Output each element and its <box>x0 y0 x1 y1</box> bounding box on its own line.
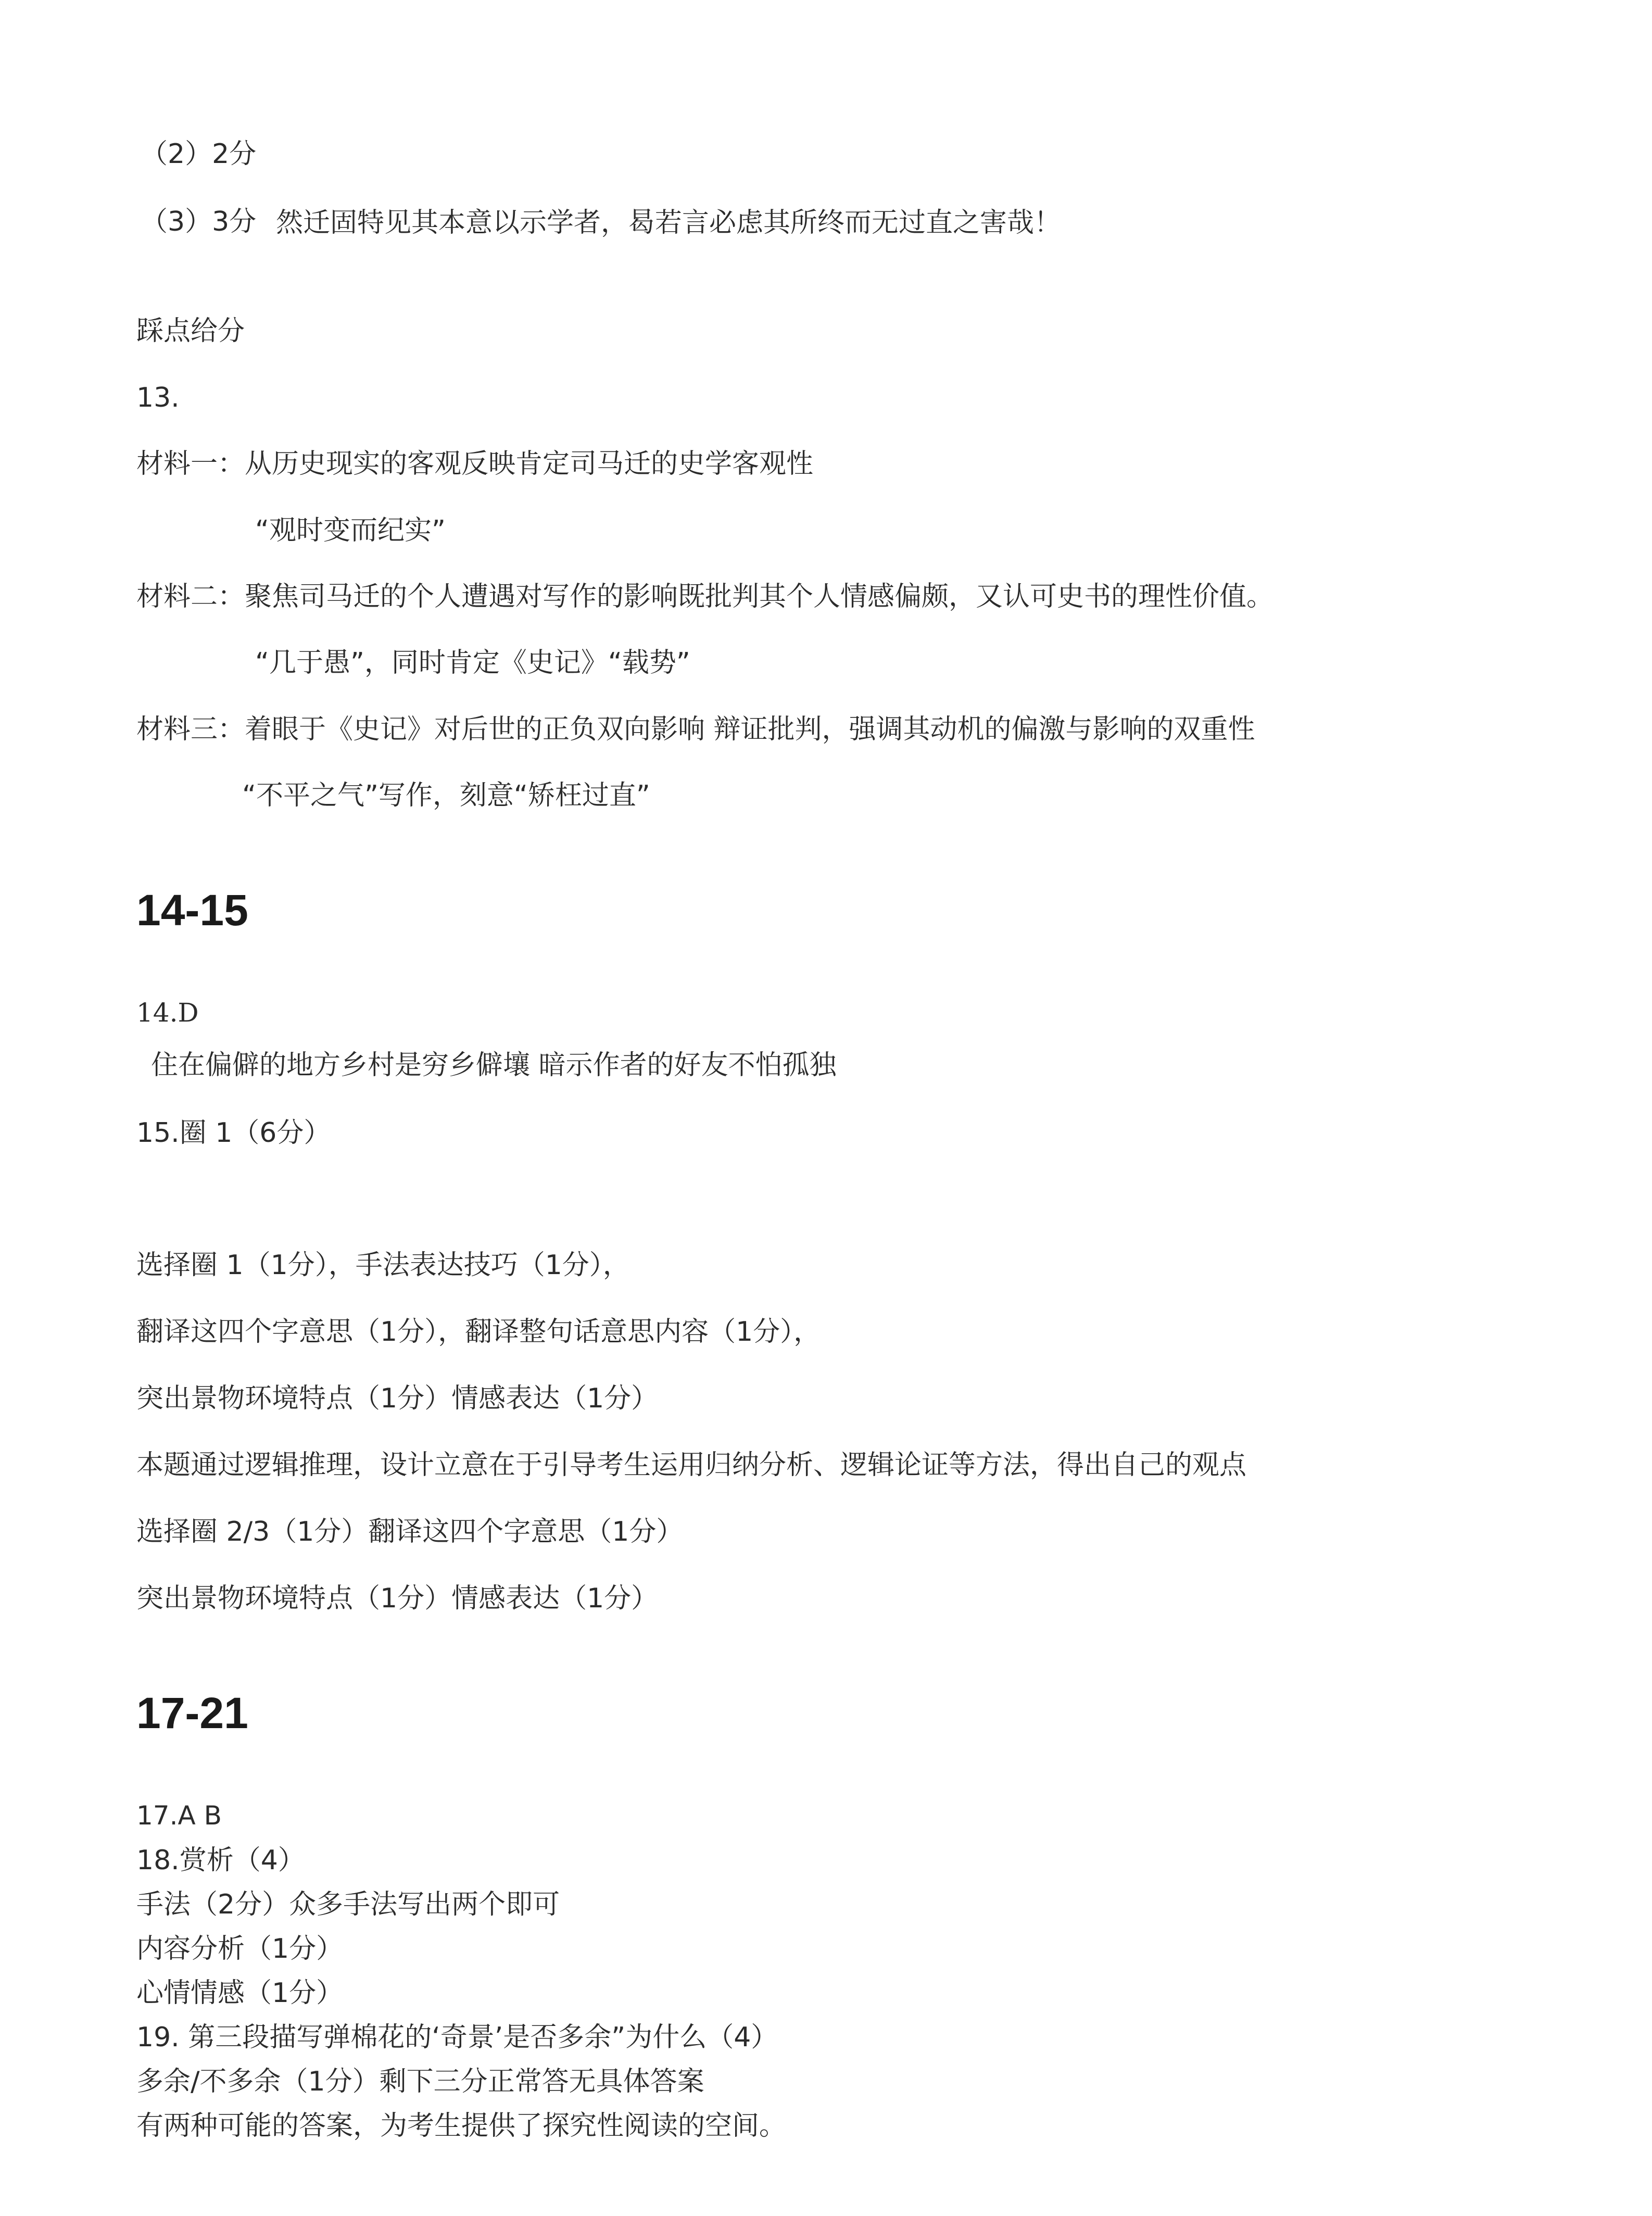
q15-answer: 15.圈 1（6分） <box>136 1117 331 1149</box>
heading-14-15: 14-15 <box>136 886 248 935</box>
q18-answer: 18.赏析（4） <box>136 1845 305 1876</box>
q14-answer: 14.D <box>136 998 199 1028</box>
heading-17-21: 17-21 <box>136 1689 248 1737</box>
q19-answer-2: 有两种可能的答案，为考生提供了探究性阅读的空间。 <box>136 2110 787 2142</box>
q3-answer-text: 然迁固特见其本意以示学者，曷若言必虑其所终而无过直之害哉！ <box>276 207 1062 238</box>
q18-emotion: 心情情感（1分） <box>136 1978 344 2009</box>
q2-score: （2）2分 <box>141 138 257 170</box>
material-two-quote: “几于愚”，同时肯定《史记》“载势” <box>255 647 690 678</box>
q15-rubric-3: 突出景物环境特点（1分）情感表达（1分） <box>136 1383 659 1414</box>
material-three: 材料三：着眼于《史记》对后世的正负双向影响 辩证批判，强调其动机的偏激与影响的双重性 <box>136 714 1255 745</box>
q15-rubric-2: 翻译这四个字意思（1分），翻译整句话意思内容（1分）， <box>136 1316 821 1348</box>
material-one: 材料一：从历史现实的客观反映肯定司马迁的史学客观性 <box>136 448 814 480</box>
q17-answer: 17.A B <box>136 1800 222 1831</box>
material-two: 材料二：聚焦司马迁的个人遭遇对写作的影响既批判其个人情感偏颇，又认可史书的理性价值。 <box>136 581 1274 612</box>
q15-rubric-4: 本题通过逻辑推理，设计立意在于引导考生运用归纳分析、逻辑论证等方法，得出自己的观点 <box>136 1450 1247 1481</box>
q3-score: （3）3分 <box>141 206 257 237</box>
q15-rubric-1: 选择圈 1（1分），手法表达技巧（1分）， <box>136 1250 630 1281</box>
q15-rubric-5: 选择圈 2/3（1分）翻译这四个字意思（1分） <box>136 1516 684 1547</box>
material-one-quote: “观时变而纪实” <box>255 515 446 546</box>
q19-answer-1: 多余/不多余（1分）剩下三分正常答无具体答案 <box>136 2066 704 2097</box>
q18-technique: 手法（2分）众多手法写出两个即可 <box>136 1889 560 1920</box>
q15-rubric-6: 突出景物环境特点（1分）情感表达（1分） <box>136 1583 659 1614</box>
scoring-note: 踩点给分 <box>136 316 245 347</box>
q19-question: 19. 第三段描写弹棉花的‘奇景’是否多余”为什么（4） <box>136 2022 778 2053</box>
material-three-quote: “不平之气”写作，刻意“矫枉过直” <box>242 780 650 811</box>
q13-number: 13. <box>136 382 180 413</box>
q14-explanation: 住在偏僻的地方乡村是穷乡僻壤 暗示作者的好友不怕孤独 <box>151 1050 837 1081</box>
q18-content: 内容分析（1分） <box>136 1933 344 1965</box>
